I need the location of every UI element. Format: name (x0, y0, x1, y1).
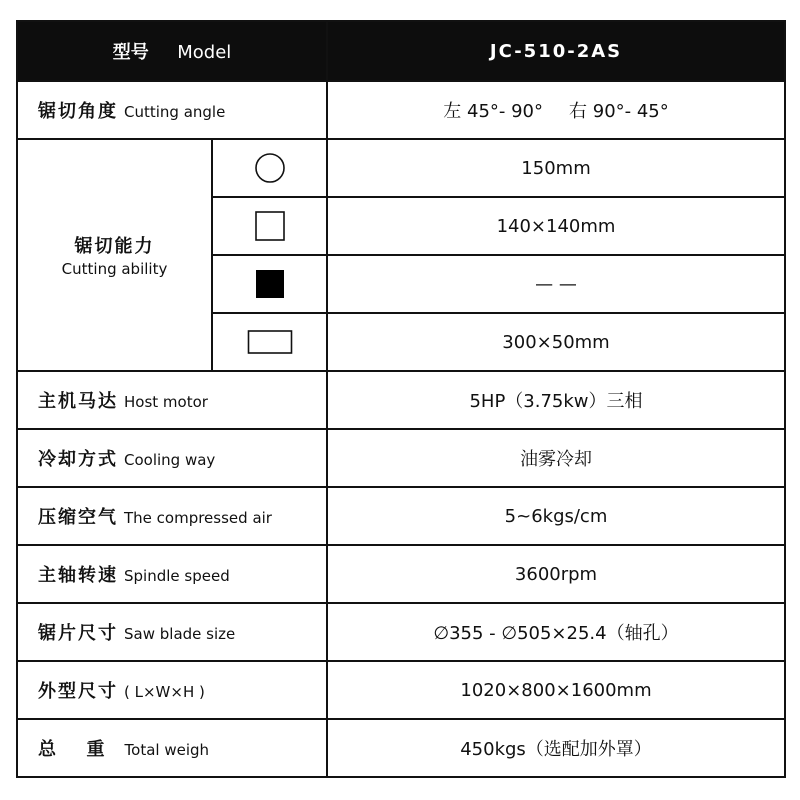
spindle-speed-label-cn: 主轴转速 (38, 565, 118, 586)
compressed-air-label-en: The compressed air (124, 509, 272, 527)
saw-blade-size-value: ∅355 - ∅505×25.4（轴孔） (327, 603, 785, 661)
round-bar-value: 150mm (327, 139, 785, 197)
compressed-air-label (17, 487, 327, 545)
solid-square-icon (254, 268, 286, 300)
solid-square-icon-cell (212, 255, 327, 313)
cooling-way-row (17, 429, 785, 487)
cutting-ability-label-en: Cutting ability (61, 260, 168, 278)
cutting-angle-left: 左 45°- 90° (443, 101, 544, 122)
total-weight-label-cn: 总 重 (38, 739, 111, 760)
rectangle-icon (247, 329, 293, 355)
cooling-way-label (17, 429, 327, 487)
host-motor-row (17, 371, 785, 429)
total-weight-label-en: Total weigh (124, 741, 210, 759)
round-bar-icon (254, 152, 286, 184)
model-label-cn: 型号 (112, 42, 149, 63)
round-bar-icon-cell (212, 139, 327, 197)
compressed-air-value: 5~6kgs/cm (327, 487, 785, 545)
cutting-ability-label (17, 139, 212, 371)
compressed-air-row (17, 487, 785, 545)
cooling-way-label-en: Cooling way (124, 451, 216, 469)
cutting-angle-row (17, 81, 785, 139)
saw-blade-size-row (17, 603, 785, 661)
cooling-way-value: 油雾冷却 (327, 429, 785, 487)
host-motor-label-cn: 主机马达 (38, 391, 118, 412)
square-tube-value: 140×140mm (327, 197, 785, 255)
cutting-ability-row-1 (17, 139, 785, 197)
cutting-angle-label (17, 81, 327, 139)
dimensions-label (17, 661, 327, 719)
total-weight-value: 450kgs（选配加外罩） (327, 719, 785, 777)
square-tube-icon-cell (212, 197, 327, 255)
cutting-angle-value (327, 81, 785, 139)
cutting-angle-label-cn: 锯切角度 (38, 101, 118, 122)
total-weight-label (17, 719, 327, 777)
model-value: JC-510-2AS (327, 21, 785, 81)
host-motor-value: 5HP（3.75kw）三相 (327, 371, 785, 429)
spindle-speed-row (17, 545, 785, 603)
solid-square-value: — — (327, 255, 785, 313)
rectangle-value: 300×50mm (327, 313, 785, 371)
cutting-angle-label-en: Cutting angle (124, 103, 226, 121)
dimensions-row (17, 661, 785, 719)
spindle-speed-label-en: Spindle speed (124, 567, 230, 585)
compressed-air-label-cn: 压缩空气 (38, 507, 118, 528)
cutting-ability-label-cn: 锯切能力 (74, 236, 155, 257)
model-label-cell (17, 21, 327, 81)
model-label-en: Model (177, 42, 232, 63)
saw-blade-size-label (17, 603, 327, 661)
saw-blade-size-label-en: Saw blade size (124, 625, 236, 643)
saw-blade-size-label-cn: 锯片尺寸 (38, 623, 118, 644)
square-tube-icon (254, 210, 286, 242)
header-row (17, 21, 785, 81)
dimensions-label-cn: 外型尺寸 (38, 681, 118, 702)
spindle-speed-value: 3600rpm (327, 545, 785, 603)
host-motor-label-en: Host motor (124, 393, 208, 411)
rectangle-icon-cell (212, 313, 327, 371)
cutting-angle-right: 右 90°- 45° (569, 101, 669, 122)
dimensions-label-en: ( L×W×H ) (124, 683, 205, 701)
spindle-speed-label (17, 545, 327, 603)
total-weight-row (17, 719, 785, 777)
dimensions-value: 1020×800×1600mm (327, 661, 785, 719)
spec-table (16, 20, 786, 778)
cooling-way-label-cn: 冷却方式 (38, 449, 118, 470)
host-motor-label (17, 371, 327, 429)
